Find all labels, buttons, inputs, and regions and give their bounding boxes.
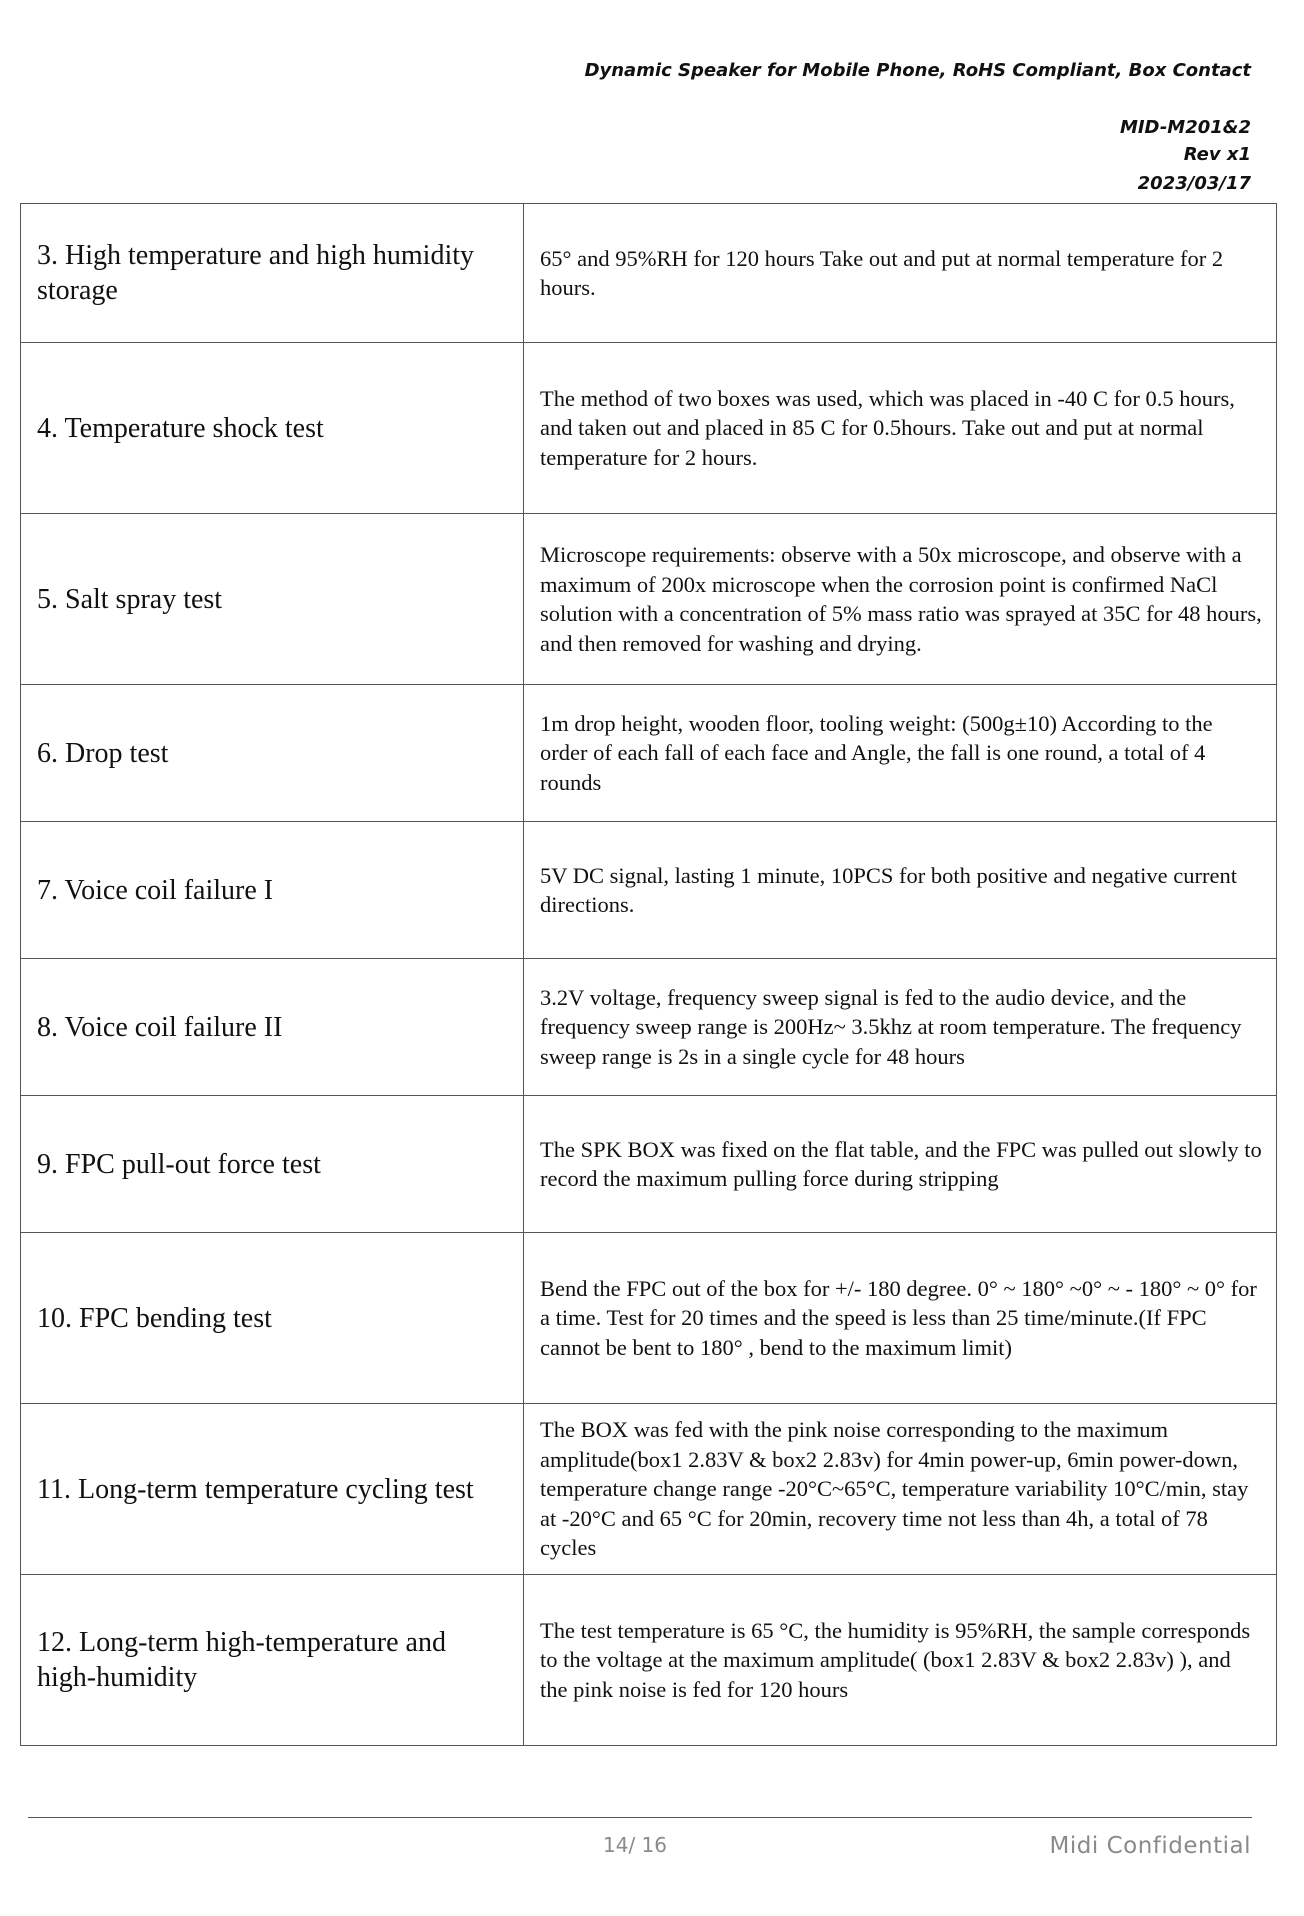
test-item-name: 12. Long-term high-temperature and high-humidity bbox=[37, 1627, 446, 1693]
reliability-test-table bbox=[20, 203, 1277, 1746]
table-row bbox=[21, 1096, 1277, 1233]
test-item-cell bbox=[21, 1575, 524, 1746]
test-item-cell bbox=[21, 822, 524, 959]
test-item-cell bbox=[21, 1233, 524, 1404]
document-date: 2023/03/17 bbox=[1137, 173, 1251, 194]
test-description-cell bbox=[524, 343, 1277, 514]
page-number: 14/ 16 bbox=[603, 1833, 667, 1857]
test-description: 5V DC signal, lasting 1 minute, 10PCS for both positive and negative current directions. bbox=[540, 862, 1238, 917]
table-row bbox=[21, 514, 1277, 685]
test-item-name: 3. High temperature and high humidity storage bbox=[37, 240, 475, 306]
test-item-cell bbox=[21, 343, 524, 514]
test-item-cell bbox=[21, 959, 524, 1096]
test-description: 1m drop height, wooden floor, tooling weight: (500g±10) According to the order of each fall of each face and Angle, the fall is one round, a total of 4 rounds bbox=[540, 710, 1213, 795]
test-description: Microscope requirements: observe with a 50x microscope, and observe with a maximum of 200x microscope when the corrosion point is confirmed NaCl solution with a concentration of 5% mass ratio was sprayed at 35C for 48 hours, and then removed for washing and drying. bbox=[540, 542, 1262, 656]
test-description: The SPK BOX was fixed on the flat table, and the FPC was pulled out slowly to record the maximum pulling force during stripping bbox=[540, 1136, 1262, 1191]
test-description-cell bbox=[524, 1233, 1277, 1404]
test-item-cell bbox=[21, 1096, 524, 1233]
test-description-cell bbox=[524, 204, 1277, 343]
document-title: Dynamic Speaker for Mobile Phone, RoHS Compliant, Box Contact bbox=[584, 60, 1251, 81]
test-item-cell bbox=[21, 685, 524, 822]
test-item-name: 7. Voice coil failure I bbox=[37, 874, 274, 906]
test-description: Bend the FPC out of the box for +/- 180 degree. 0° ~ 180° ~0° ~ - 180° ~ 0° for a time. Test for 20 times and the speed is less than 25 time/minute.(If FPC cannot be bent to 180° , bend to the maximum limit) bbox=[540, 1275, 1257, 1360]
test-item-name: 8. Voice coil failure II bbox=[37, 1011, 283, 1043]
confidential-label: Midi Confidential bbox=[1049, 1833, 1251, 1859]
test-item-name: 10. FPC bending test bbox=[37, 1302, 272, 1334]
document-revision: Rev x1 bbox=[1183, 144, 1251, 165]
test-description: 65° and 95%RH for 120 hours Take out and put at normal temperature for 2 hours. bbox=[540, 245, 1224, 300]
test-description-cell bbox=[524, 1096, 1277, 1233]
test-description: 3.2V voltage, frequency sweep signal is fed to the audio device, and the frequency sweep range is 200Hz~ 3.5khz at room temperature. The frequency sweep range is 2s in a single cycle for 48 hours bbox=[540, 984, 1242, 1069]
table-row bbox=[21, 204, 1277, 343]
test-description-cell bbox=[524, 514, 1277, 685]
table-row bbox=[21, 822, 1277, 959]
test-item-cell bbox=[21, 514, 524, 685]
table-row bbox=[21, 685, 1277, 822]
table-row bbox=[21, 1233, 1277, 1404]
test-description-cell bbox=[524, 685, 1277, 822]
test-item-name: 9. FPC pull-out force test bbox=[37, 1148, 321, 1180]
document-number: MID-M201&2 bbox=[1119, 117, 1251, 138]
test-description: The BOX was fed with the pink noise corresponding to the maximum amplitude(box1 2.83V & box2 2.83v) for 4min power-up, 6min power-down, temperature change range -20°C~65°C, temperature variability 10°C/min, stay at -20°C and 65 °C for 20min, recovery time not less than 4h, a total of 78 cycles bbox=[540, 1417, 1249, 1561]
table-row bbox=[21, 1404, 1277, 1575]
test-item-name: 5. Salt spray test bbox=[37, 583, 223, 615]
test-item-cell bbox=[21, 1404, 524, 1575]
footer-divider bbox=[28, 1817, 1252, 1818]
table-row bbox=[21, 959, 1277, 1096]
test-item-name: 11. Long-term temperature cycling test bbox=[37, 1473, 474, 1505]
test-description-cell bbox=[524, 959, 1277, 1096]
test-item-name: 6. Drop test bbox=[37, 737, 169, 769]
table-row bbox=[21, 343, 1277, 514]
test-description: The method of two boxes was used, which was placed in -40 C for 0.5 hours, and taken out and placed in 85 C for 0.5hours. Take out and put at normal temperature for 2 hours. bbox=[540, 385, 1235, 470]
test-item-cell bbox=[21, 204, 524, 343]
test-description-cell bbox=[524, 1575, 1277, 1746]
test-item-name: 4. Temperature shock test bbox=[37, 412, 324, 444]
test-description-cell bbox=[524, 1404, 1277, 1575]
table-row bbox=[21, 1575, 1277, 1746]
test-description-cell bbox=[524, 822, 1277, 959]
test-description: The test temperature is 65 °C, the humidity is 95%RH, the sample corresponds to the voltage at the maximum amplitude( (box1 2.83V & box2 2.83v) ), and the pink noise is fed for 120 hours bbox=[540, 1617, 1251, 1702]
